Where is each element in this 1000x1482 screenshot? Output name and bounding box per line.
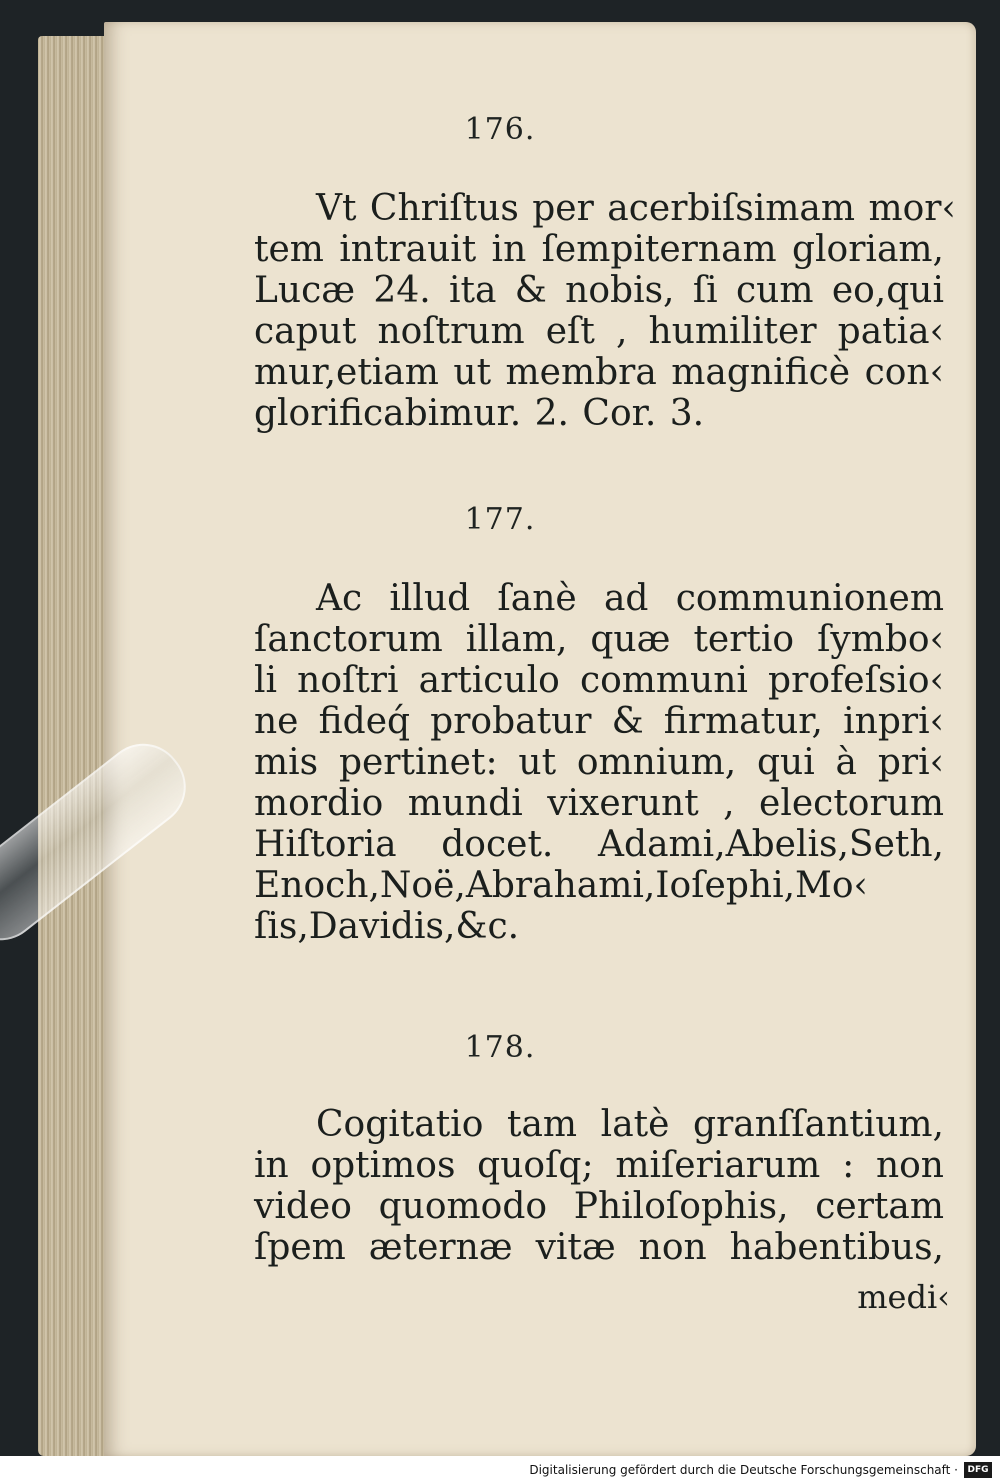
text-line: li noſtri articulo communi profeſsio‹ (254, 660, 944, 701)
text-line: ſanctorum illam, quæ tertio ſymbo‹ (254, 619, 944, 660)
section-177-text (254, 578, 944, 947)
footer-credit: Digitalisierung gefördert durch die Deutsche Forschungsgemeinschaft · (529, 1463, 958, 1477)
section-number-176: 176. (464, 112, 536, 147)
section-number-178: 178. (464, 1030, 536, 1065)
text-line: ne fideq́ probatur & firmatur, inpri‹ (254, 701, 944, 742)
catchword: medi‹ (857, 1278, 950, 1316)
text-line: ſpem æternæ vitæ non habentibus, (254, 1227, 944, 1268)
text-line: Ac illud ſanè ad communionem (316, 578, 944, 619)
section-178-text (254, 1104, 944, 1268)
dfg-logo: DFG (964, 1462, 992, 1478)
text-line: Enoch,Noë,Abrahami,Ioſephi,Mo‹ (254, 865, 868, 906)
footer-bar (0, 1456, 1000, 1482)
section-176-text (254, 188, 956, 434)
text-line: tem intrauit in ſempiternam gloriam, (254, 229, 944, 270)
text-line: Vt Chriſtus per acerbiſsimam mor‹ (316, 188, 956, 229)
section-number-177: 177. (464, 502, 536, 537)
text-line: glorificabimur. 2. Cor. 3. (254, 393, 705, 434)
text-line: mordio mundi vixerunt , electorum (254, 783, 944, 824)
text-line: in optimos quoſq; miſeriarum : non (254, 1145, 944, 1186)
text-line: Hiſtoria docet. Adami,Abelis,Seth, (254, 824, 944, 865)
text-line: video quomodo Philoſophis, certam (254, 1186, 944, 1227)
text-line: mis pertinet: ut omnium, qui à pri‹ (254, 742, 944, 783)
text-line: caput noſtrum eſt , humiliter patia‹ (254, 311, 944, 352)
text-line: Lucæ 24. ita & nobis, ſi cum eo,qui (254, 270, 944, 311)
text-line: mur,etiam ut membra magnificè con‹ (254, 352, 944, 393)
text-line: Cogitatio tam latè granſſantium, (316, 1104, 944, 1145)
text-line: ſis,Davidis,&c. (254, 906, 520, 947)
